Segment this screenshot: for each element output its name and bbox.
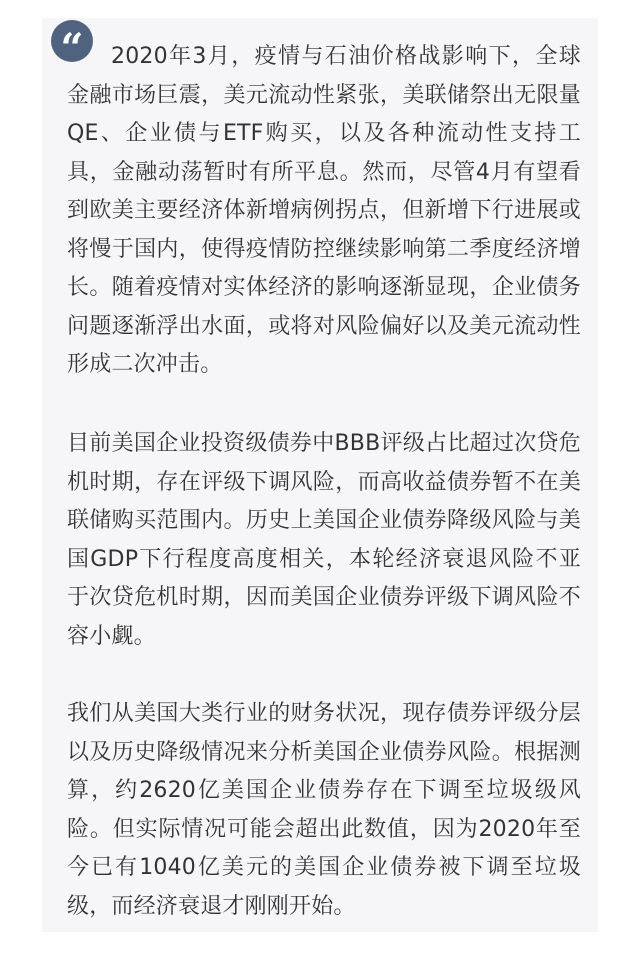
paragraph-junk-estimate: 我们从美国大类行业的财务状况，现存债券评级分层以及历史降级情况来分析美国企业债券风险。根据测算，约2620亿美国企业债券存在下调至垃圾级风险。但实际情况可能会超出此数值，因为2020年至今已有1040亿美元的美国企业债券被下调至垃圾级，而经济衰退才刚刚开始。 — [67, 701, 581, 919]
quote-mark-icon: “ — [51, 20, 93, 62]
paragraph-market-turmoil: 2020年3月，疫情与石油价格战影响下，全球金融市场巨震，美元流动性紧张，美联储祭出无限量QE、企业债与ETF购买，以及各种流动性支持工具，金融动荡暂时有所平息。然而，尽管4月有望看到欧美主要经济体新增病例拐点，但新增下行进展或将慢于国内，使得疫情防控继续影响第二季度经济增长。随着疫情对实体经济的影响逐渐显现，企业债务问题逐渐浮出水面，或将对风险偏好以及美元流动性形成二次冲击。 — [67, 44, 581, 377]
paragraph-bbb-downgrade-risk: 目前美国企业投资级债券中BBB评级占比超过次贷危机时期，存在评级下调风险，而高收益债券暂不在美联储购买范围内。历史上美国企业债券降级风险与美国GDP下行程度高度相关，本轮经济衰退风险不亚于次贷危机时期，因而美国企业债券评级下调风险不容小觑。 — [67, 431, 581, 649]
